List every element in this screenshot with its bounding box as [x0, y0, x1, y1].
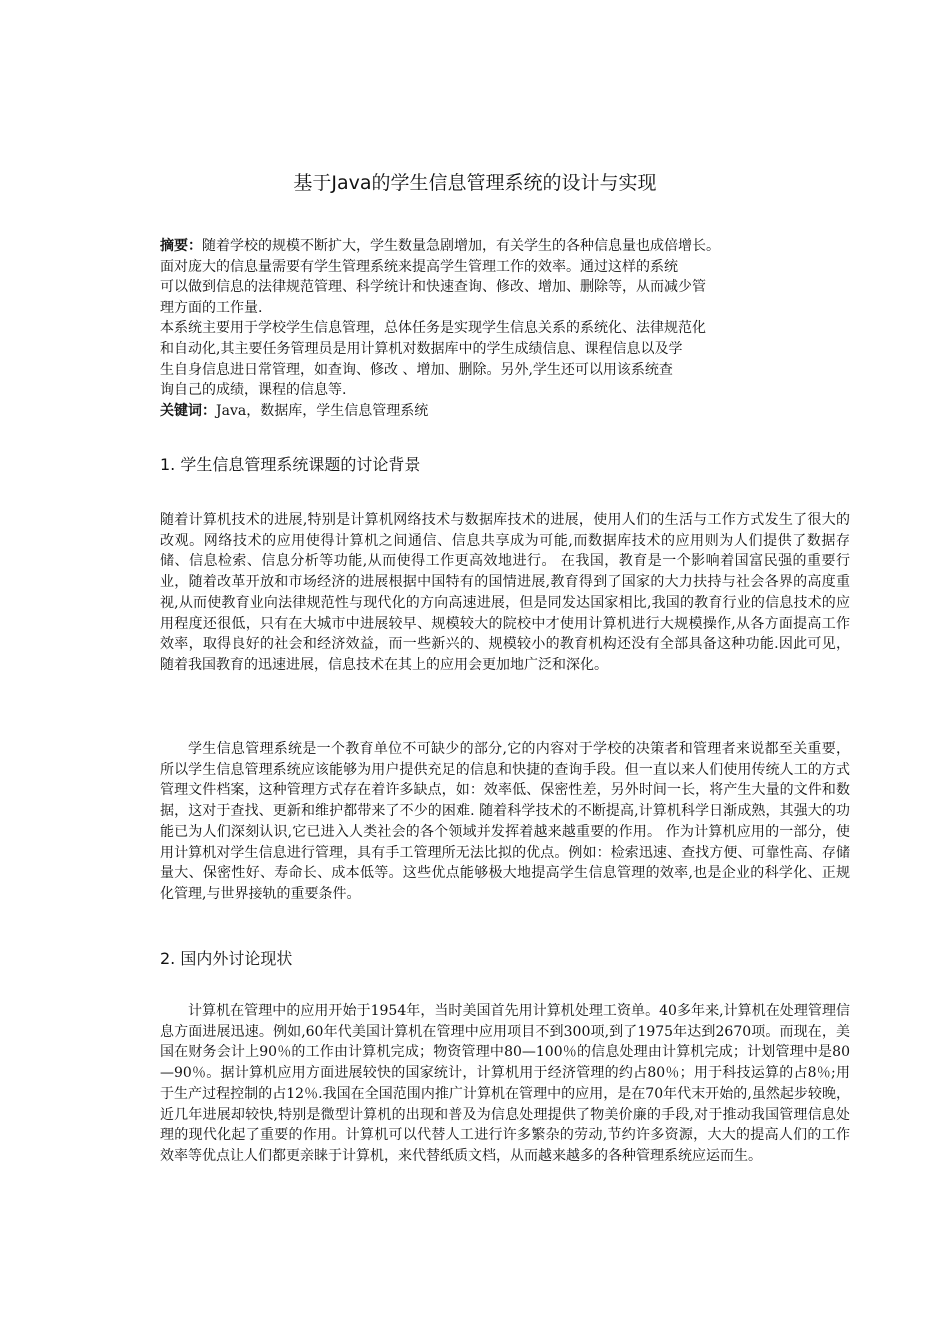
background-paragraph-2: 学生信息管理系统是一个教育单位不可缺少的部分,它的内容对于学校的决策者和管理者来说都至关重要，所以学生信息管理系统应该能够为用户提供充足的信息和快捷的查询手段。但一直以来人们使用传统人工的方式管理文件档案，这种管理方式存在着许多缺点，如：效率低、保密性差，另外时间一长，将产生大量的文件和数据，这对于查找、更新和维护都带来了不少的困难. 随着科学技术的不断提高,计算机科学日渐成熟，其强大的功能已为人们深刻认识,它已进入人类社会的各个领域并发挥着越来越重要的作用。 作为计算机应用的一部分，使用计算机对学生信息进行管理，具有手工管理所无法比拟的优点。例如：检索迅速、查找方便、可靠性高、存储量大、保密性好、寿命长、成本低等。这些优点能够极大地提高学生信息管理的效率,也是企业的科学化、正规化管理,与世界接轨的重要条件。 [160, 741, 850, 902]
keywords-text: Java，数据库，学生信息管理系统 [216, 402, 429, 419]
abstract-block [160, 236, 850, 421]
document-title: 基于Java的学生信息管理系统的设计与实现 [293, 172, 657, 194]
abstract-line: 随着学校的规模不断扩大，学生数量急剧增加，有关学生的各种信息量也成倍增长。 [202, 238, 720, 254]
abstract-line: 面对庞大的信息量需要有学生管理系统来提高学生管理工作的效率。通过这样的系统 [160, 258, 678, 275]
section-heading-status: 2. 国内外讨论现状 [160, 949, 293, 968]
status-paragraph-1: 计算机在管理中的应用开始于1954年，当时美国首先用计算机处理工资单。40多年来,计算机在处理管理信息方面进展迅速。例如,60年代美国计算机在管理中应用项目不到300项,到了1975年达到2670项。而现在，美国在财务会计上90％的工作由计算机完成；物资管理中80—100％的信息处理由计算机完成；计划管理中是80—90％。据计算机应用方面进展较快的国家统计，计算机用于经济管理的约占80％；用于科技运算的占8％;用于生产过程控制的占12％.我国在全国范围内推广计算机在管理中的应用，是在70年代末开始的,虽然起步较晚，近几年进展却较快,特别是微型计算机的出现和普及为信息处理提供了物美价廉的手段,对于推动我国管理信息处理的现代化起了重要的作用。计算机可以代替人工进行许多繁杂的劳动,节约许多资源，大大的提高人们的工作效率等优点让人们都更亲睐于计算机，来代替纸质文档，从而越来越多的各种管理系统应运而生。 [160, 1003, 850, 1164]
keywords-label: 关键词： [160, 402, 216, 419]
keywords-line [160, 401, 850, 422]
abstract-line: 可以做到信息的法律规范管理、科学统计和快速查询、修改、增加、删除等，从而减少管 [160, 279, 706, 296]
abstract-line: 询自己的成绩，课程的信息等. [160, 382, 347, 399]
section-heading-background: 1. 学生信息管理系统课题的讨论背景 [160, 455, 421, 474]
abstract-line: 本系统主要用于学校学生信息管理，总体任务是实现学生信息关系的系统化、法律规范化 [160, 320, 706, 337]
abstract-line: 理方面的工作量. [160, 299, 263, 316]
abstract-first-line [160, 236, 850, 257]
background-paragraph-1: 随着计算机技术的进展,特别是计算机网络技术与数据库技术的进展，使用人们的生活与工作方式发生了很大的改观。网络技术的应用使得计算机之间通信、信息共享成为可能,而数据库技术的应用则为人们提供了数据存储、信息检索、信息分析等功能,从而使得工作更高效地进行。 在我国，教育是一个影响着国富民强的重要行业，随着改革开放和市场经济的进展根据中国特有的国情进展,教育得到了国家的大力扶持与社会各界的高度重视,从而使教育业向法律规范性与现代化的方向高速进展，但是同发达国家相比,我国的教育行业的信息技术的应用程度还很低，只有在大城市中进展较早、规模较大的院校中才使用计算机进行大规模操作,从各方面提高工作效率，取得良好的社会和经济效益，而一些新兴的、规模较小的教育机构还没有全部具备这种功能.因此可见，随着我国教育的迅速进展，信息技术在其上的应用会更加地广泛和深化。 [160, 512, 850, 673]
abstract-line: 和自动化,其主要任务管理员是用计算机对数据库中的学生成绩信息、课程信息以及学 [160, 340, 683, 357]
abstract-label: 摘要： [160, 238, 202, 254]
abstract-line: 生自身信息进日常管理，如查询、修改 、增加、删除。另外,学生还可以用该系统查 [160, 361, 673, 378]
